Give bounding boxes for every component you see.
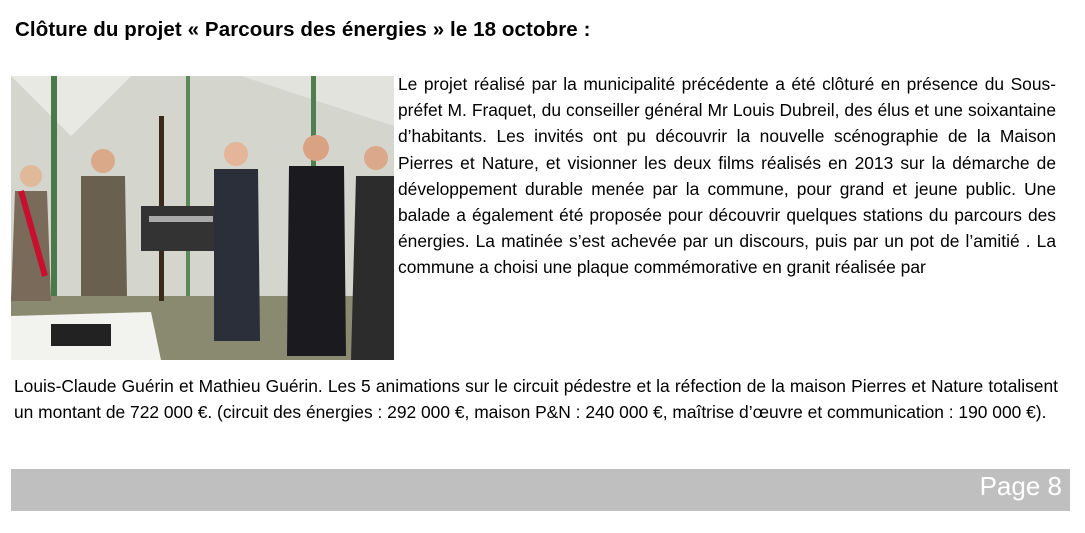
- event-photo: [11, 76, 394, 360]
- page-number: Page 8: [979, 471, 1062, 501]
- projector-icon: [51, 324, 111, 346]
- body-paragraph-continued: Louis-Claude Guérin et Mathieu Guérin. Les 5 animations sur le circuit pédestre et la réfection de la maison Pierres et Nature totalisent un montant de 722 000 €. (circuit des énergies : 292 000 €, maison P&N : 240 000 €, maîtrise d’œuvre et communication : 190 000 €).: [14, 376, 1058, 423]
- body-paragraph: Le projet réalisé par la municipalité précédente a été clôturé en présence du Sous-préfet M. Fraquet, du conseiller général Mr Louis Dubreil, des élus et une soixantaine d’habitants. Les invités ont pu découvrir la nouvelle scénographie de la Maison Pierres et Nature, et visionner les deux films réalisés en 2013 sur la démarche de développement durable menée par la commune, pour grand et jeune public. Une balade a également été proposée pour découvrir quelques stations du parcours des énergies. La matinée s’est achevée par un discours, puis par un pot de l’amitié . La commune a choisi une plaque commémorative en granit réalisée par: [398, 74, 1056, 278]
- page-title: Clôture du projet « Parcours des énergies » le 18 octobre :: [15, 18, 591, 41]
- page-footer: [11, 469, 1070, 511]
